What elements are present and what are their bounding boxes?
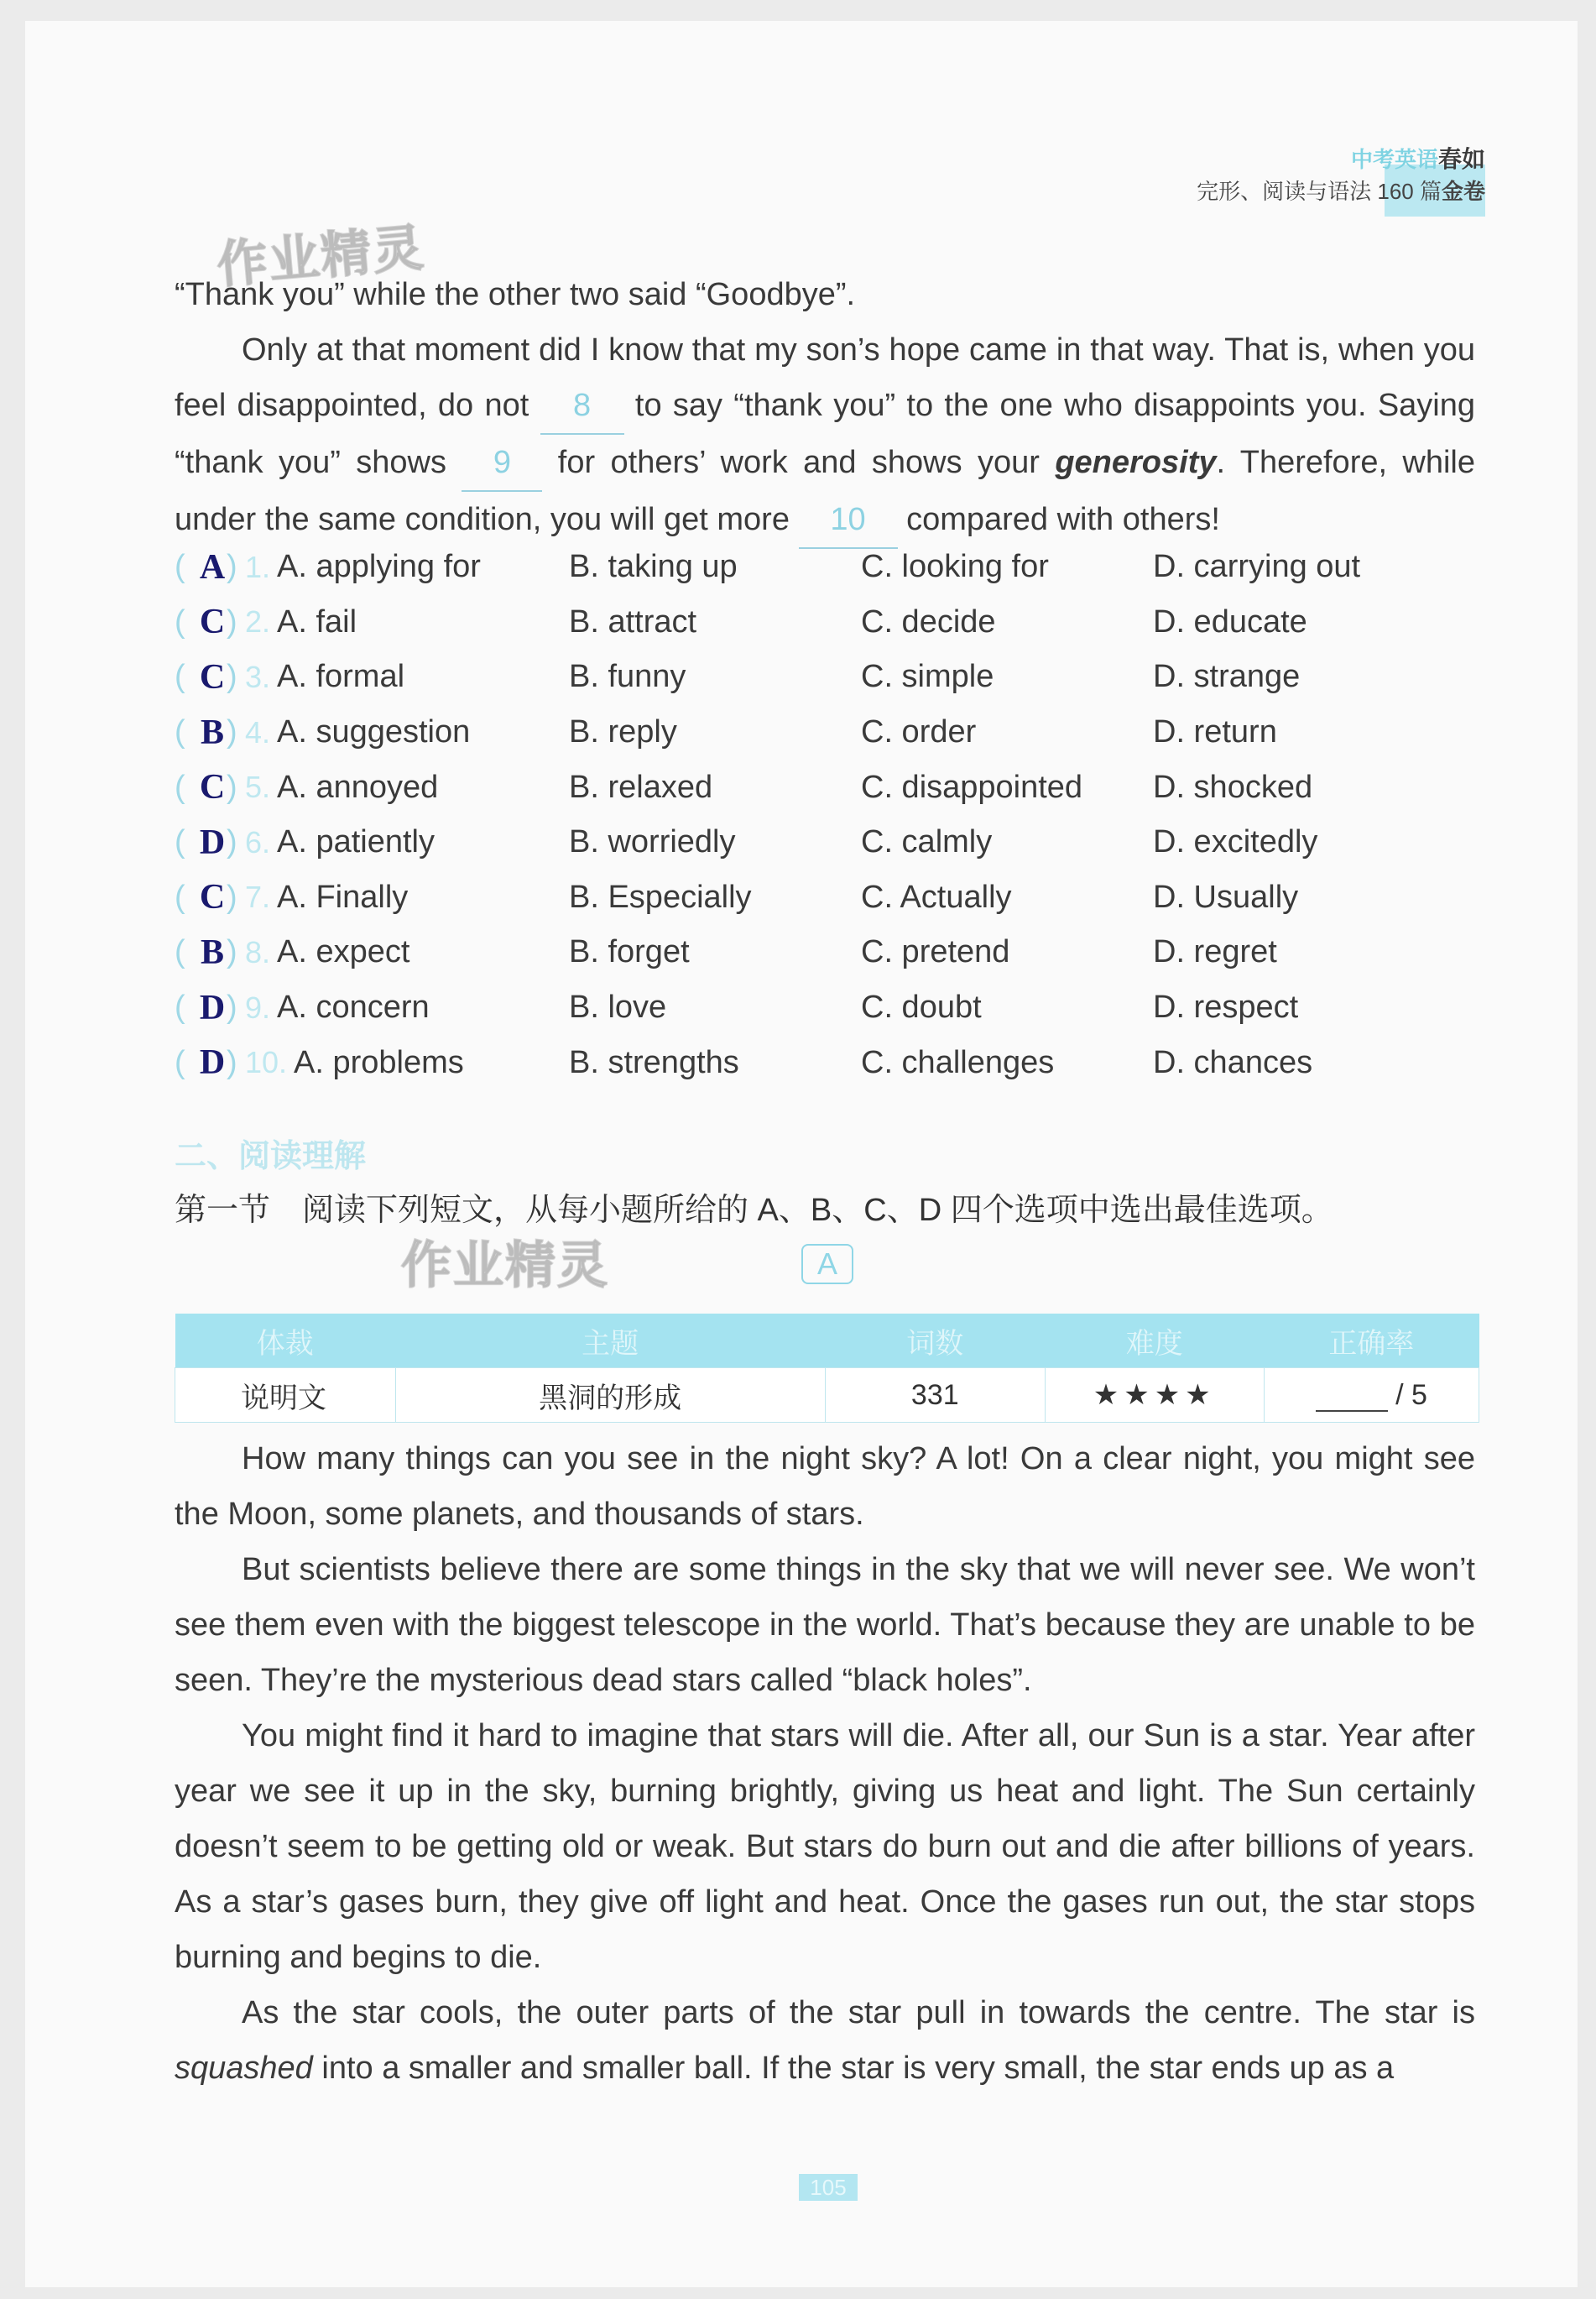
question-number: 6. bbox=[245, 824, 271, 860]
option-c: C. simple bbox=[861, 659, 994, 695]
question-row: ( D ) 10. A. problems B. strengths C. challenges D. chances bbox=[175, 1035, 1475, 1090]
option-a: A. annoyed bbox=[277, 769, 439, 805]
cell-difficulty-stars: ★★★★ bbox=[1045, 1368, 1264, 1423]
question-number: 1. bbox=[245, 549, 271, 584]
passage-info-table bbox=[175, 1314, 1479, 1423]
section-instruction: 第一节 阅读下列短文，从每小题所给的 A、B、C、D 四个选项中选出最佳选项。 bbox=[175, 1193, 1333, 1228]
word-squashed: squashed bbox=[175, 2051, 313, 2086]
answer-mark: D bbox=[199, 823, 226, 862]
cell-accuracy bbox=[1264, 1368, 1479, 1423]
option-b: B. worriedly bbox=[569, 824, 736, 860]
option-d: D. carrying out bbox=[1153, 549, 1361, 585]
question-row: ( B ) 8. A. expect B. forget C. pretend D. regret bbox=[175, 925, 1475, 980]
header-subtitle: 完形、阅读与语法 160 篇 bbox=[1197, 179, 1442, 204]
option-d: D. excitedly bbox=[1153, 824, 1318, 860]
header-difficulty: 难度 bbox=[1045, 1314, 1264, 1368]
option-c: C. order bbox=[861, 714, 977, 750]
option-c: C. looking for bbox=[861, 549, 1049, 585]
blank-9: 9 bbox=[462, 435, 542, 492]
reading-passage-a bbox=[175, 1431, 1475, 2096]
option-b: B. Especially bbox=[569, 879, 752, 915]
answer-mark: A bbox=[199, 547, 226, 587]
header-brand-top: 春如 bbox=[1437, 146, 1485, 172]
option-b: B. love bbox=[569, 990, 667, 1026]
header-topic: 主题 bbox=[395, 1314, 825, 1368]
cloze-options-list bbox=[175, 540, 1475, 1090]
answer-mark: D bbox=[199, 988, 226, 1027]
option-c: C. decide bbox=[861, 603, 996, 640]
option-a: A. problems bbox=[294, 1044, 464, 1080]
score-blank[interactable] bbox=[1316, 1382, 1388, 1412]
option-a: A. fail bbox=[277, 603, 357, 640]
question-number: 4. bbox=[245, 714, 271, 750]
passage-label: A bbox=[801, 1244, 853, 1284]
question-number: 5. bbox=[245, 770, 271, 805]
question-row: ( B ) 4. A. suggestion B. reply C. order D. return bbox=[175, 705, 1475, 760]
option-d: D. shocked bbox=[1153, 769, 1313, 805]
reading-paragraph-4: As the star cools, the outer parts of the star pull in towards the centre. The star is squashed into a smaller and smaller ball. If the star is very small, the star ends up as a bbox=[175, 1995, 1475, 2086]
cell-word-count: 331 bbox=[825, 1368, 1045, 1423]
word-generosity: generosity bbox=[1055, 445, 1217, 480]
question-row: ( D ) 6. A. patiently B. worriedly C. calmly D. excitedly bbox=[175, 815, 1475, 870]
option-b: B. taking up bbox=[569, 549, 738, 585]
header-genre: 体裁 bbox=[175, 1314, 396, 1368]
answer-mark: D bbox=[199, 1043, 226, 1083]
question-number: 3. bbox=[245, 659, 271, 694]
option-c: C. disappointed bbox=[861, 769, 1083, 805]
option-d: D. educate bbox=[1153, 603, 1307, 640]
header-subtitle-line bbox=[1197, 175, 1485, 206]
option-a: A. formal bbox=[277, 659, 405, 695]
option-a: A. applying for bbox=[277, 549, 481, 585]
section-title: 二、阅读理解 bbox=[175, 1139, 367, 1174]
answer-mark: B bbox=[200, 933, 224, 972]
answer-mark: C bbox=[199, 603, 226, 642]
reading-paragraph-1: How many things can you see in the night sky? A lot! On a clear night, you might see the Moon, some planets, and thousands of stars. bbox=[175, 1441, 1475, 1532]
option-b: B. funny bbox=[569, 659, 686, 695]
cell-genre: 说明文 bbox=[175, 1368, 396, 1423]
option-b: B. reply bbox=[569, 714, 677, 750]
option-d: D. Usually bbox=[1153, 879, 1299, 915]
question-row: ( C ) 7. A. Finally B. Especially C. Actually D. Usually bbox=[175, 870, 1475, 926]
header-accuracy: 正确率 bbox=[1264, 1314, 1479, 1368]
question-row: ( C ) 2. A. fail B. attract C. decide D. educate bbox=[175, 595, 1475, 651]
option-d: D. return bbox=[1153, 714, 1277, 750]
watermark-middle: 作业精灵 bbox=[401, 1236, 609, 1295]
question-row: ( A ) 1. A. applying for B. taking up C. looking for D. carrying out bbox=[175, 540, 1475, 595]
answer-mark: B bbox=[200, 713, 224, 752]
table-row bbox=[175, 1368, 1479, 1423]
question-number: 9. bbox=[245, 990, 271, 1025]
blank-10: 10 bbox=[799, 492, 898, 549]
option-c: C. challenges bbox=[861, 1044, 1055, 1080]
answer-mark: C bbox=[199, 657, 226, 697]
reading-paragraph-2: But scientists believe there are some things in the sky that we will never see. We won’t see them even with the biggest telescope in the world. That’s because they are unable to be seen. They’re the mysterious dead stars called “black holes”. bbox=[175, 1552, 1475, 1698]
option-d: D. respect bbox=[1153, 990, 1299, 1026]
option-c: C. calmly bbox=[861, 824, 993, 860]
answer-mark: C bbox=[199, 768, 226, 807]
blank-8: 8 bbox=[540, 378, 624, 435]
question-row: ( C ) 5. A. annoyed B. relaxed C. disappointed D. shocked bbox=[175, 760, 1475, 815]
question-number: 7. bbox=[245, 880, 271, 915]
option-b: B. relaxed bbox=[569, 769, 713, 805]
cloze-continuation: “Thank you” while the other two said “Goodbye”. bbox=[175, 277, 856, 312]
option-d: D. chances bbox=[1153, 1044, 1313, 1080]
cloze-final-paragraph: Only at that moment did I know that my son’s hope came in that way. That is, when you feel disappointed, do not 8 to say “thank you” to the one who disappoints you. Saying “thank you” shows 9 for others’ work and shows your generosity. Therefore, while under the same condition, you will get more 10 compared with others! bbox=[175, 322, 1475, 549]
header-brand-bottom: 金卷 bbox=[1441, 179, 1485, 204]
option-b: B. strengths bbox=[569, 1044, 739, 1080]
page-number: 105 bbox=[799, 2174, 858, 2201]
header-series-prefix: 中考英语 bbox=[1350, 147, 1438, 172]
option-d: D. regret bbox=[1153, 934, 1277, 970]
option-a: A. expect bbox=[277, 934, 410, 970]
question-number: 2. bbox=[245, 604, 271, 640]
cloze-passage bbox=[175, 267, 1475, 549]
question-row: ( C ) 3. A. formal B. funny C. simple D. strange bbox=[175, 650, 1475, 705]
option-d: D. strange bbox=[1153, 659, 1301, 695]
running-header bbox=[1197, 141, 1485, 206]
option-a: A. patiently bbox=[277, 824, 435, 860]
question-number: 8. bbox=[245, 934, 271, 969]
question-number: 10. bbox=[245, 1045, 288, 1080]
question-row: ( D ) 9. A. concern B. love C. doubt D. respect bbox=[175, 980, 1475, 1036]
reading-paragraph-3: You might find it hard to imagine that stars will die. After all, our Sun is a star. Year after year we see it up in the sky, burning brightly, giving us heat and light. The Sun certainly doesn’t seem to be getting old or weak. But stars do burn out and die after billions of years. As a star’s gases burn, they give off light and heat. Once the gases run out, the star stops burning and begins to die. bbox=[175, 1718, 1475, 1975]
option-b: B. attract bbox=[569, 603, 697, 640]
watermark-top: 作业精灵 bbox=[214, 218, 428, 295]
option-c: C. doubt bbox=[861, 990, 982, 1026]
option-a: A. concern bbox=[277, 990, 430, 1026]
option-c: C. pretend bbox=[861, 934, 1010, 970]
option-a: A. Finally bbox=[277, 879, 409, 915]
option-c: C. Actually bbox=[861, 879, 1012, 915]
option-a: A. suggestion bbox=[277, 714, 471, 750]
option-b: B. forget bbox=[569, 934, 690, 970]
answer-mark: C bbox=[199, 878, 226, 917]
table-header-row bbox=[175, 1314, 1479, 1368]
cell-topic: 黑洞的形成 bbox=[395, 1368, 825, 1423]
header-word-count: 词数 bbox=[825, 1314, 1045, 1368]
score-suffix: / 5 bbox=[1395, 1378, 1427, 1411]
header-series-line bbox=[1197, 141, 1485, 175]
